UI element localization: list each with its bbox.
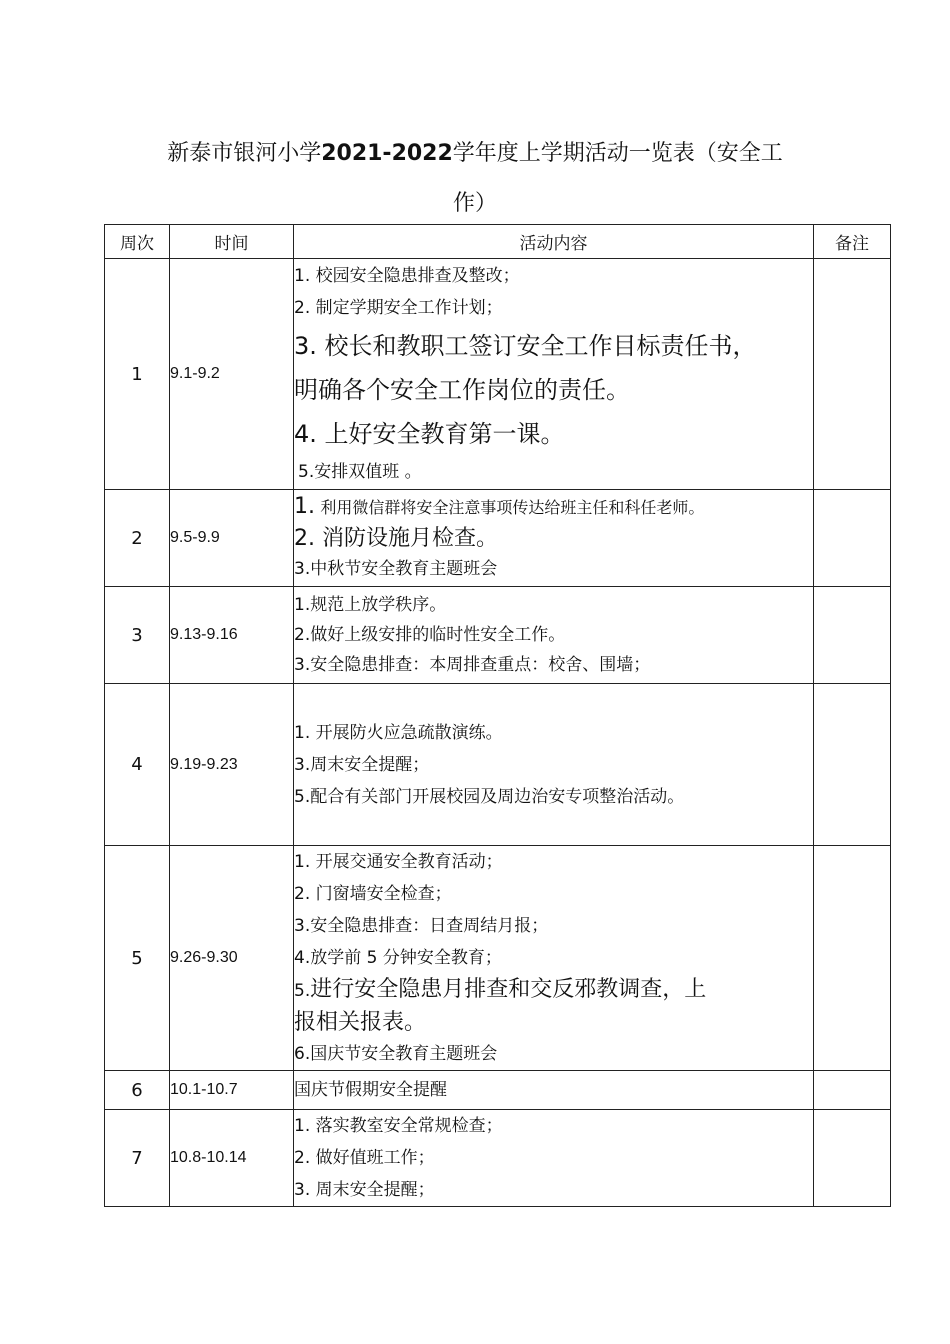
- activity-item: 6.国庆节安全教育主题班会: [294, 1044, 498, 1064]
- week-cell: 7: [105, 1110, 170, 1207]
- notes-cell: [814, 1071, 891, 1110]
- table-row: [105, 259, 891, 490]
- week-cell: 6: [105, 1071, 170, 1110]
- activity-item: [294, 974, 813, 1007]
- activity-item-number: 5.: [294, 981, 311, 1001]
- activity-item: 报相关报表。: [294, 1010, 427, 1035]
- week-cell: 2: [105, 490, 170, 587]
- time-cell: 9.13-9.16: [170, 587, 294, 684]
- activity-item-number: 1.: [294, 494, 315, 519]
- activities-cell: [294, 259, 814, 490]
- week-cell: 4: [105, 684, 170, 846]
- activity-item: 3.安全隐患排查：日查周结月报；: [294, 916, 549, 936]
- activity-item: 5.安排双值班 。: [298, 462, 422, 482]
- activity-item: 1.规范上放学秩序。: [294, 595, 447, 615]
- activity-item: 5.配合有关部门开展校园及周边治安专项整治活动。: [294, 786, 685, 807]
- activity-item: 1. 校园安全隐患排查及整改；: [294, 266, 520, 286]
- activity-item: 4. 上好安全教育第一课。: [294, 420, 565, 448]
- activities-cell: [294, 846, 814, 1071]
- activities-cell: [294, 1071, 814, 1110]
- activities-cell: [294, 587, 814, 684]
- time-cell: 10.8-10.14: [170, 1110, 294, 1207]
- activity-item: 明确各个安全工作岗位的责任。: [294, 376, 630, 404]
- activity-item: 2. 门窗墙安全检查；: [294, 884, 452, 904]
- table-row: [105, 1071, 891, 1110]
- activity-item: 4.放学前 5 分钟安全教育；: [294, 948, 502, 968]
- time-cell: 9.5-9.9: [170, 490, 294, 587]
- notes-cell: [814, 684, 891, 846]
- activity-item: 3.周末安全提醒；: [294, 754, 430, 775]
- title-suffix: 学年度上学期活动一览表（安全工: [452, 141, 783, 166]
- table-row: [105, 1110, 891, 1207]
- time-cell: 9.1-9.2: [170, 259, 294, 490]
- week-cell: 1: [105, 259, 170, 490]
- time-cell: 9.26-9.30: [170, 846, 294, 1071]
- activity-table: [104, 224, 891, 1207]
- activity-item: 国庆节假期安全提醒: [294, 1080, 447, 1100]
- notes-cell: [814, 587, 891, 684]
- table-row: [105, 490, 891, 587]
- activity-item: 1. 开展交通安全教育活动；: [294, 852, 503, 872]
- activity-item: 2. 制定学期安全工作计划；: [294, 298, 503, 318]
- notes-cell: [814, 259, 891, 490]
- activity-item: 2. 做好值班工作；: [294, 1148, 435, 1168]
- time-cell: 10.1-10.7: [170, 1071, 294, 1110]
- activity-item: 2. 消防设施月检查。: [294, 526, 498, 551]
- week-cell: 5: [105, 846, 170, 1071]
- notes-cell: [814, 1110, 891, 1207]
- document-title: [0, 136, 950, 167]
- activities-cell: [294, 1110, 814, 1207]
- document-title-continued: 作）: [452, 191, 497, 216]
- notes-cell: [814, 490, 891, 587]
- table-row: [105, 587, 891, 684]
- header-activities: 活动内容: [294, 225, 814, 259]
- activity-item: 1. 开展防火应急疏散演练。: [294, 722, 503, 743]
- activity-item: 3. 校长和教职工签订安全工作目标责任书，: [294, 332, 757, 360]
- table-row: [105, 846, 891, 1071]
- activity-item: 3. 周末安全提醒；: [294, 1180, 435, 1200]
- activity-item: 1. 落实教室安全常规检查；: [294, 1116, 503, 1136]
- activities-cell: [294, 684, 814, 846]
- activity-item: 2.做好上级安排的临时性安全工作。: [294, 625, 566, 645]
- activities-cell: [294, 490, 814, 587]
- time-cell: 9.19-9.23: [170, 684, 294, 846]
- title-prefix: 新泰市银河小学: [167, 141, 322, 166]
- activity-item-text: 进行安全隐患月排查和交反邪教调查，上: [310, 977, 707, 1002]
- activity-item: [294, 492, 813, 523]
- activity-item: 3.中秋节安全教育主题班会: [294, 559, 498, 579]
- notes-cell: [814, 846, 891, 1071]
- activity-item: 3.安全隐患排查：本周排查重点：校舍、围墙；: [294, 655, 651, 675]
- table-row: [105, 684, 891, 846]
- title-years: 2021-2022: [321, 141, 453, 166]
- activity-item-text: 利用微信群将安全注意事项传达给班主任和科任老师。: [320, 498, 705, 517]
- header-notes: 备注: [814, 225, 891, 259]
- table-header-row: [105, 225, 891, 259]
- header-week: 周次: [105, 225, 170, 259]
- header-time: 时间: [170, 225, 294, 259]
- week-cell: 3: [105, 587, 170, 684]
